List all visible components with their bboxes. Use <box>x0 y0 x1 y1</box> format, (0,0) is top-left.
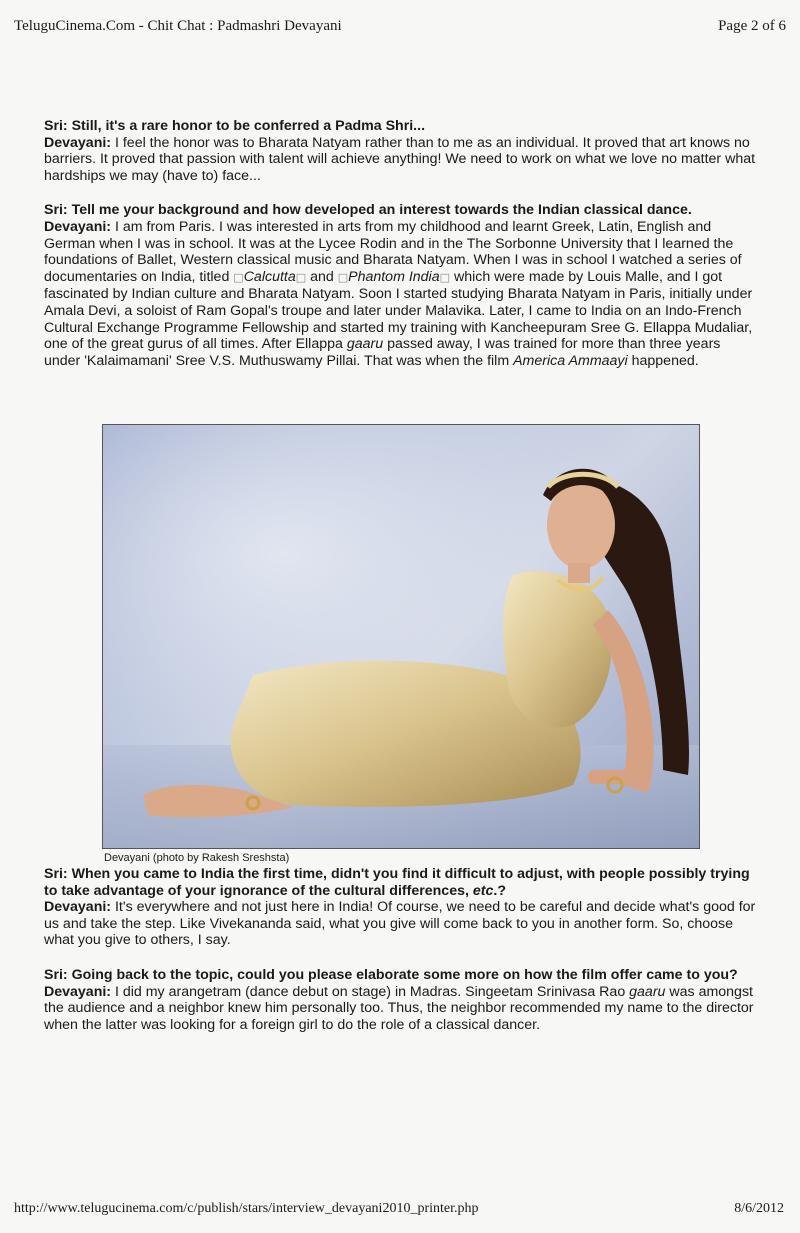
answer-4-text-1: I did my arangetram (dance debut on stage) in Madras. Singeetam Srinivasa Rao <box>111 983 630 1000</box>
answer-2-text-1: I am from Paris. I was interested in arts from my childhood and learnt Greek, Latin, English and German when I was in school. It was at the Lycee Rodin and in the The Sorbonne University that I learned the foundations of Ballet, Western classical music and Bharata Natyam. When I was in school I watched a series of documentaries on India, titled <box>44 218 742 285</box>
question-3 <box>44 866 760 899</box>
answer-2 <box>44 219 760 369</box>
film-title-america-ammaayi: America Ammaayi <box>513 352 628 369</box>
film-title-calcutta: Calcutta <box>243 268 296 285</box>
film-title-phantom-india: Phantom India <box>348 268 440 285</box>
dancer-illustration <box>103 425 700 849</box>
question-3-text-1: Sri: When you came to India the first time, didn't you find it difficult to adjust, with people possibly trying to take advantage of your ignorance of the cultural differences, <box>44 866 750 899</box>
qa-block-2 <box>44 202 760 369</box>
page-number: Page 2 of 6 <box>718 18 786 34</box>
missing-glyph-box: □ <box>337 270 349 284</box>
qa-block-3 <box>44 866 760 949</box>
honorific-gaaru: gaaru <box>346 336 384 353</box>
print-date: 8/6/2012 <box>734 1201 784 1216</box>
answer-1 <box>44 135 760 185</box>
question-3-text-2: .? <box>493 882 506 899</box>
article-body-top <box>44 118 760 387</box>
question-4: Sri: Going back to the topic, could you please elaborate some more on how the film offer came to you? <box>44 966 738 983</box>
page-footer <box>14 1201 784 1217</box>
question-1: Sri: Still, it's a rare honor to be conferred a Padma Shri... <box>44 118 426 134</box>
question-2: Sri: Tell me your background and how developed an interest towards the Indian classical dance. <box>44 202 692 219</box>
answer-3-text: It's everywhere and not just here in India! Of course, we need to be careful and decide what's good for us and take the step. Like Vivekananda said, what you give will come back to you in another form. So, choose what you give to others, I say. <box>44 899 756 949</box>
answer-label: Devayani: <box>44 218 112 235</box>
source-url: http://www.telugucinema.com/c/publish/stars/interview_devayani2010_printer.php <box>14 1201 479 1216</box>
missing-glyph-box: □ <box>233 270 244 284</box>
dancer-photo <box>102 424 700 849</box>
honorific-gaaru: gaaru <box>629 983 666 1000</box>
photo-figure <box>102 424 700 864</box>
page-header <box>14 18 786 35</box>
missing-glyph-box: □ <box>295 270 307 284</box>
answer-2-text-4: happened. <box>627 352 699 369</box>
answer-2-text-2: which were made by Louis Malle, and I got fascinated by Indian culture and Bharata Natyam. Soon I started studying Bharata Natyam in Paris, initially under Amala Devi, a soloist of Ram Gopal's troupe and later under Malavika. Later, I came to India on an Indo-French Cultural Exchange Programme Fellowship and started my training with Kancheepuram Sree G. Ellappa Mudaliar, one of the great gurus of all times. After Ellappa <box>44 268 753 353</box>
qa-block-4 <box>44 967 760 1033</box>
photo-caption: Devayani (photo by Rakesh Sreshsta) <box>104 852 290 864</box>
answer-label: Devayani: <box>44 134 112 151</box>
missing-glyph-box: □ <box>439 270 451 284</box>
answer-3 <box>44 899 760 949</box>
answer-2-and: and <box>306 268 338 285</box>
answer-label: Devayani: <box>44 983 112 1000</box>
question-3-etc: etc <box>472 882 494 899</box>
answer-label: Devayani: <box>44 899 112 916</box>
answer-4 <box>44 984 760 1034</box>
answer-2-text-3: passed away, I was trained for more than three years under 'Kalaimamani' Sree V.S. Muthuswamy Pillai. That was when the film <box>44 336 721 369</box>
answer-4-text-2: was amongst the audience and a neighbor knew him personally too. Thus, the neighbor recommended my name to the director when the latter was looking for a foreign girl to do the role of a classical dancer. <box>44 983 754 1033</box>
answer-1-text: I feel the honor was to Bharata Natyam rather than to me as an individual. It proved that art knows no barriers. It proved that passion with talent will achieve anything! We need to work on what we love no matter what hardships we may (have to) face... <box>44 134 756 184</box>
qa-block-1 <box>44 118 760 184</box>
document-title: TeluguCinema.Com - Chit Chat : Padmashri Devayani <box>14 18 342 34</box>
article-body-bottom <box>44 866 760 1051</box>
